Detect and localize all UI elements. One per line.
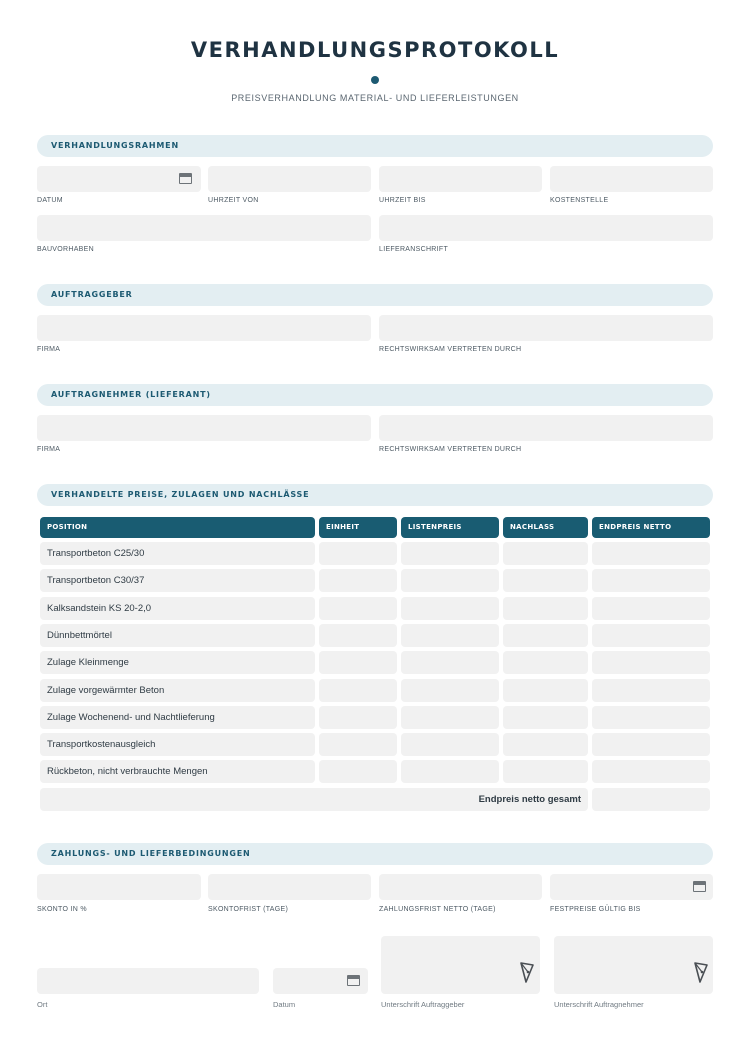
endpreis-cell[interactable] bbox=[592, 597, 710, 620]
calendar-icon[interactable] bbox=[347, 975, 360, 986]
position-cell bbox=[40, 679, 315, 702]
signature-datum-field[interactable] bbox=[273, 968, 368, 994]
skonto-label: SKONTO IN % bbox=[37, 906, 87, 913]
section-title: VERHANDLUNGSRAHMEN bbox=[51, 141, 179, 150]
festpreise-field[interactable] bbox=[550, 874, 713, 900]
document-title: VERHANDLUNGSPROTOKOLL bbox=[190, 38, 560, 62]
ort-label: Ort bbox=[37, 1000, 48, 1009]
uhrzeit-von-field[interactable] bbox=[208, 166, 371, 192]
datum-label: DATUM bbox=[37, 197, 63, 204]
position-label: Dünnbettmörtel bbox=[47, 630, 112, 641]
auftraggeber-firma-label: FIRMA bbox=[37, 346, 61, 353]
einheit-cell[interactable] bbox=[319, 733, 397, 756]
einheit-cell[interactable] bbox=[319, 651, 397, 674]
nachlass-cell[interactable] bbox=[503, 569, 588, 592]
position-cell bbox=[40, 597, 315, 620]
column-header-nachlass: NACHLASS bbox=[503, 517, 588, 538]
position-label: Transportbeton C30/37 bbox=[47, 575, 145, 586]
position-cell bbox=[40, 624, 315, 647]
position-cell bbox=[40, 542, 315, 565]
endpreis-cell[interactable] bbox=[592, 733, 710, 756]
skontofrist-label: SKONTOFRIST (TAGE) bbox=[208, 906, 289, 913]
column-header-position: POSITION bbox=[40, 517, 315, 538]
endpreis-cell[interactable] bbox=[592, 760, 710, 783]
section-title: ZAHLUNGS- UND LIEFERBEDINGUNGEN bbox=[51, 849, 251, 858]
column-header-einheit: EINHEIT bbox=[319, 517, 397, 538]
listenpreis-cell[interactable] bbox=[401, 679, 499, 702]
listenpreis-cell[interactable] bbox=[401, 569, 499, 592]
calendar-icon[interactable] bbox=[179, 173, 192, 184]
uhrzeit-bis-field[interactable] bbox=[379, 166, 542, 192]
position-label: Transportbeton C25/30 bbox=[47, 548, 145, 559]
position-cell bbox=[40, 706, 315, 729]
section-title: AUFTRAGGEBER bbox=[51, 290, 133, 299]
pen-nib-icon bbox=[693, 962, 709, 984]
nachlass-cell[interactable] bbox=[503, 651, 588, 674]
position-label: Zulage Wochenend- und Nachtlieferung bbox=[47, 712, 215, 723]
nachlass-cell[interactable] bbox=[503, 760, 588, 783]
einheit-cell[interactable] bbox=[319, 624, 397, 647]
position-label: Rückbeton, nicht verbrauchte Mengen bbox=[47, 766, 208, 777]
nachlass-cell[interactable] bbox=[503, 542, 588, 565]
listenpreis-cell[interactable] bbox=[401, 733, 499, 756]
listenpreis-cell[interactable] bbox=[401, 706, 499, 729]
column-header-endpreis-netto: ENDPREIS NETTO bbox=[592, 517, 710, 538]
uhrzeit-von-label: UHRZEIT VON bbox=[208, 197, 259, 204]
festpreise-label: FESTPREISE GÜLTIG BIS bbox=[550, 906, 641, 913]
position-cell bbox=[40, 569, 315, 592]
position-label: Kalksandstein KS 20-2,0 bbox=[47, 603, 152, 614]
endpreis-cell[interactable] bbox=[592, 651, 710, 674]
zahlungsfrist-label: ZAHLUNGSFRIST NETTO (TAGE) bbox=[379, 906, 496, 913]
einheit-cell[interactable] bbox=[319, 542, 397, 565]
section-header-preise bbox=[37, 484, 713, 506]
section-header-verhandlungsrahmen bbox=[37, 135, 713, 157]
unterschrift-auftragnehmer-label: Unterschrift Auftragnehmer bbox=[554, 1000, 644, 1009]
auftraggeber-vertreten-label: RECHTSWIRKSAM VERTRETEN DURCH bbox=[379, 346, 522, 353]
nachlass-cell[interactable] bbox=[503, 597, 588, 620]
nachlass-cell[interactable] bbox=[503, 733, 588, 756]
signature-datum-label: Datum bbox=[273, 1000, 296, 1009]
auftraggeber-vertreten-field[interactable] bbox=[379, 315, 713, 341]
listenpreis-cell[interactable] bbox=[401, 597, 499, 620]
calendar-icon[interactable] bbox=[693, 881, 706, 892]
lieferanschrift-field[interactable] bbox=[379, 215, 713, 241]
endpreis-cell[interactable] bbox=[592, 569, 710, 592]
endpreis-cell[interactable] bbox=[592, 624, 710, 647]
section-header-auftragnehmer bbox=[37, 384, 713, 406]
endpreis-cell[interactable] bbox=[592, 542, 710, 565]
datum-field[interactable] bbox=[37, 166, 201, 192]
uhrzeit-bis-label: UHRZEIT BIS bbox=[379, 197, 426, 204]
nachlass-cell[interactable] bbox=[503, 679, 588, 702]
position-label: Zulage vorgewärmter Beton bbox=[47, 685, 165, 696]
document-subtitle: PREISVERHANDLUNG MATERIAL- UND LIEFERLEISTUNGEN bbox=[231, 93, 519, 103]
nachlass-cell[interactable] bbox=[503, 706, 588, 729]
section-title: AUFTRAGNEHMER (LIEFERANT) bbox=[51, 390, 211, 399]
bauvorhaben-field[interactable] bbox=[37, 215, 371, 241]
auftragnehmer-firma-field[interactable] bbox=[37, 415, 371, 441]
lieferanschrift-label: LIEFERANSCHRIFT bbox=[379, 246, 449, 253]
position-cell bbox=[40, 651, 315, 674]
ort-field[interactable] bbox=[37, 968, 259, 994]
signature-auftragnehmer-field[interactable] bbox=[554, 936, 713, 994]
skontofrist-field[interactable] bbox=[208, 874, 371, 900]
listenpreis-cell[interactable] bbox=[401, 651, 499, 674]
total-row-label bbox=[40, 788, 588, 811]
position-cell bbox=[40, 733, 315, 756]
kostenstelle-field[interactable] bbox=[550, 166, 713, 192]
signature-auftraggeber-field[interactable] bbox=[381, 936, 540, 994]
endpreis-cell[interactable] bbox=[592, 706, 710, 729]
einheit-cell[interactable] bbox=[319, 679, 397, 702]
listenpreis-cell[interactable] bbox=[401, 542, 499, 565]
auftragnehmer-vertreten-field[interactable] bbox=[379, 415, 713, 441]
column-header-listenpreis: LISTENPREIS bbox=[401, 517, 499, 538]
section-header-zahlung bbox=[37, 843, 713, 865]
skonto-field[interactable] bbox=[37, 874, 201, 900]
bauvorhaben-label: BAUVORHABEN bbox=[37, 246, 94, 253]
position-label: Transportkostenausgleich bbox=[47, 739, 156, 750]
pen-nib-icon bbox=[519, 962, 535, 984]
einheit-cell[interactable] bbox=[319, 760, 397, 783]
section-title: VERHANDELTE PREISE, ZULAGEN UND NACHLÄSSE bbox=[51, 490, 310, 499]
einheit-cell[interactable] bbox=[319, 597, 397, 620]
zahlungsfrist-field[interactable] bbox=[379, 874, 542, 900]
title-dot-ornament bbox=[371, 76, 379, 84]
total-label: Endpreis netto gesamt bbox=[478, 794, 581, 805]
listenpreis-cell[interactable] bbox=[401, 624, 499, 647]
section-header-auftraggeber bbox=[37, 284, 713, 306]
einheit-cell[interactable] bbox=[319, 706, 397, 729]
position-cell bbox=[40, 760, 315, 783]
position-label: Zulage Kleinmenge bbox=[47, 657, 129, 668]
unterschrift-auftraggeber-label: Unterschrift Auftraggeber bbox=[381, 1000, 465, 1009]
nachlass-cell[interactable] bbox=[503, 624, 588, 647]
auftragnehmer-firma-label: FIRMA bbox=[37, 446, 61, 453]
endpreis-cell[interactable] bbox=[592, 679, 710, 702]
auftraggeber-firma-field[interactable] bbox=[37, 315, 371, 341]
auftragnehmer-vertreten-label: RECHTSWIRKSAM VERTRETEN DURCH bbox=[379, 446, 522, 453]
einheit-cell[interactable] bbox=[319, 569, 397, 592]
listenpreis-cell[interactable] bbox=[401, 760, 499, 783]
kostenstelle-label: KOSTENSTELLE bbox=[550, 197, 609, 204]
total-value-field[interactable] bbox=[592, 788, 710, 811]
